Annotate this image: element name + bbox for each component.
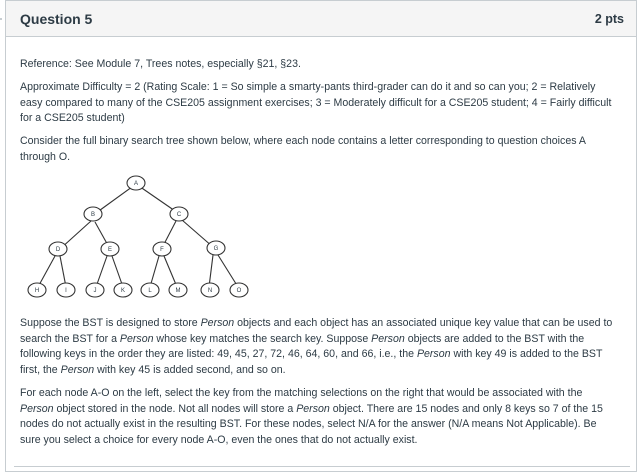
- node-label-o: O: [236, 288, 242, 294]
- foreach-em-2: Person: [296, 402, 330, 415]
- tree-node-k: [114, 283, 132, 297]
- node-label-c: C: [176, 212, 182, 218]
- node-label-g: G: [213, 246, 219, 252]
- node-label-a: A: [133, 181, 139, 187]
- suppose-seg-2: objects and each object has an associated unique key value that can be used to search the BST for a: [20, 317, 613, 345]
- suppose-text: [20, 316, 618, 378]
- reference-text: Reference: See Module 7, Trees notes, especially §21, §23.: [20, 58, 301, 70]
- foreach-seg-1: For each node A-O on the left, select the key from the matching selections on the right that would be associated with the: [20, 387, 583, 399]
- tree-node-l: [141, 283, 159, 297]
- tree-node-c: [170, 207, 188, 221]
- tree-node-f: [153, 242, 171, 256]
- node-label-j: J: [93, 288, 97, 294]
- difficulty-text: Approximate Difficulty = 2 (Rating Scale: 1 = So simple a smarty-pants third-grader can do it and so can you; 2 = Relatively easy compared to many of the CSE205 assignment exercises; 3 = Moderately difficult for a CSE205 student; 4 = Fairly difficult for a CSE205 student): [20, 81, 612, 124]
- suppose-em-2: Person: [119, 332, 154, 345]
- tree-node-n: [201, 283, 219, 297]
- foreach-em-1: Person: [20, 402, 54, 415]
- suppose-seg-3: whose key matches the search key. Suppose: [153, 332, 372, 345]
- bottom-divider: [14, 466, 630, 467]
- node-label-h: H: [34, 288, 40, 294]
- tree-node-d: [49, 242, 67, 256]
- node-label-e: E: [107, 247, 113, 253]
- foreach-text: [20, 386, 618, 448]
- node-label-d: D: [55, 247, 61, 253]
- tree-edges: [38, 184, 238, 287]
- suppose-seg-4: objects are added to the BST with the following keys in the order they are listed: 49, 45, 27, 72, 46, 64, 60, and 66, i.e., the: [20, 332, 585, 360]
- suppose-em-3: Person: [371, 332, 405, 345]
- node-label-i: I: [65, 288, 67, 294]
- tree-node-a: [127, 176, 145, 190]
- node-label-k: K: [120, 288, 126, 294]
- tree-node-g: [207, 241, 225, 255]
- question-header: [6, 1, 636, 37]
- question-points: 2 pts: [594, 11, 624, 26]
- question-title: Question 5: [20, 10, 93, 27]
- suppose-seg-1: Suppose the BST is designed to store: [20, 317, 201, 329]
- suppose-em-4: Person: [416, 348, 451, 360]
- suppose-em-5: Person: [60, 363, 95, 376]
- tree-node-i: [57, 283, 75, 297]
- tree-node-m: [169, 283, 187, 297]
- suppose-em-1: Person: [200, 317, 235, 329]
- tree-node-o: [230, 283, 248, 297]
- consider-text: Consider the full binary search tree shown below, where each node contains a letter corresponding to question choices A through O.: [20, 135, 586, 163]
- foreach-seg-2: object stored in the node. Not all nodes will store a: [53, 402, 297, 415]
- left-edge-mark: [0, 18, 2, 20]
- suppose-seg-5: with key 49 is added to the BST first, the: [20, 348, 603, 376]
- tree-node-h: [28, 283, 46, 297]
- node-label-b: B: [90, 212, 96, 218]
- node-label-l: L: [148, 288, 152, 294]
- node-label-m: M: [175, 288, 181, 294]
- foreach-seg-3: object. There are 15 nodes and only 8 keys so 7 of the 15 nodes do not actually exist in the resulting BST. For these nodes, select N/A for the answer (N/A means Not Applicable). Be sure you select a choice for every node A-O, even the ones that do not actually exist.: [20, 402, 603, 446]
- node-label-f: F: [160, 247, 164, 253]
- tree-node-j: [86, 283, 104, 297]
- tree-node-e: [101, 242, 119, 256]
- suppose-seg-6: with key 45 is added second, and so on.: [94, 363, 286, 376]
- binary-tree-diagram: [20, 170, 260, 302]
- node-label-n: N: [207, 288, 213, 294]
- tree-node-b: [84, 207, 102, 221]
